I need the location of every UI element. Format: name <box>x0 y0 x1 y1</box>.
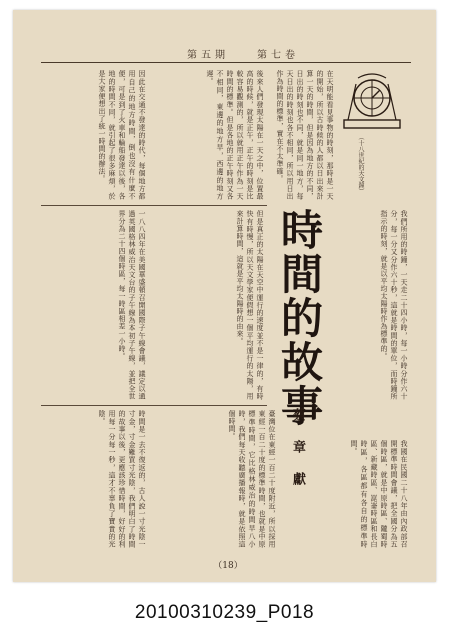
article-title: 時間的故事 <box>275 208 324 428</box>
section-rule-1 <box>41 205 267 206</box>
text-column-2: 後來人們發現太陽在一天之中，位置最高的時候，就是正午，正午的時刻是比較容易觀測的，所以就用正午作為一天時間的標準。但是各地的正午時刻又各不相同，東邊的地方早，西邊的地方遲。 <box>206 70 264 200</box>
text-column-5: 但是真正的太陽在天空中運行的速度並不是一律的，有時快有時慢，所以天文學家便假想一個平均運行的太陽，用來計算時間，這就是平均太陽時的由來。 <box>236 210 264 400</box>
text-column-9: 時間是一去不復返的，古人說一寸光陰一寸金，寸金難買寸光陰，我們明白了時間的故事以後，更應該珍惜時間，好好的利用每一分每一秒，這才不辜負了寶貴的光陰。 <box>98 410 146 548</box>
text-column-1: 在天明能看見事物的時刻，那時是一天的開始，所以古時候的人都以日出來計算一天的時間，但是因為地方的不同，日出的時刻也不同，就是同一地方，每天日出的時刻也各不相同，所以用日出作為時間的標準，實在不太準確。 <box>276 70 334 200</box>
astronomical-clock-illustration <box>338 70 406 132</box>
text-column-6: 一八八四年在美國華盛頓召開國際子午線會議，議定以通過英國格林威治天文台的子午線為本初子午線，並把全世界分為二十四個時區，每一時區相差一小時。 <box>118 210 146 400</box>
page-number: （18） <box>213 561 243 571</box>
text-column-4: 我們所用的時鐘，一天走二十四小時，每一小時分作六十分，每一分又分作六十秒，這就是時間的單位，而時鐘所指示的時刻，就是以平均太陽時作為標準的。 <box>380 210 408 400</box>
section-rule-2 <box>41 405 267 406</box>
running-head: 第五期 第七卷 <box>187 50 299 61</box>
archive-file-label: 20100310239_P018 <box>134 602 315 623</box>
text-column-3: 因此在交通不發達的時代，每個地方都用自己的地方時間，倒也沒有什麼不便，可是到了火車和輪船發達以後，各地的時間不同，就引起了很多麻煩，於是大家便想出了統一時間的辦法。 <box>98 70 146 200</box>
illustration-caption: （十八世紀的天文鐘） <box>357 134 364 194</box>
text-column-7: 我國在民國二十八年由內政部召開標準時間會議，把全國分為五個時區，就是中原時區、隴蜀時區、新藏時區、崑崙時區和長白時區，各區都有各自的標準時間。 <box>350 440 408 548</box>
text-column-8: 臺灣位在東經一百二十度附近，所以採用東經一百二十度的標準時間，也就是中原標準時間，它比格林威治的時間早八小時，我們每天收聽廣播報時，就是依照這個時間。 <box>228 410 276 548</box>
magazine-page <box>13 10 436 582</box>
header-rule <box>41 62 411 63</box>
article-author: 蔡 章 獻 <box>290 408 305 488</box>
